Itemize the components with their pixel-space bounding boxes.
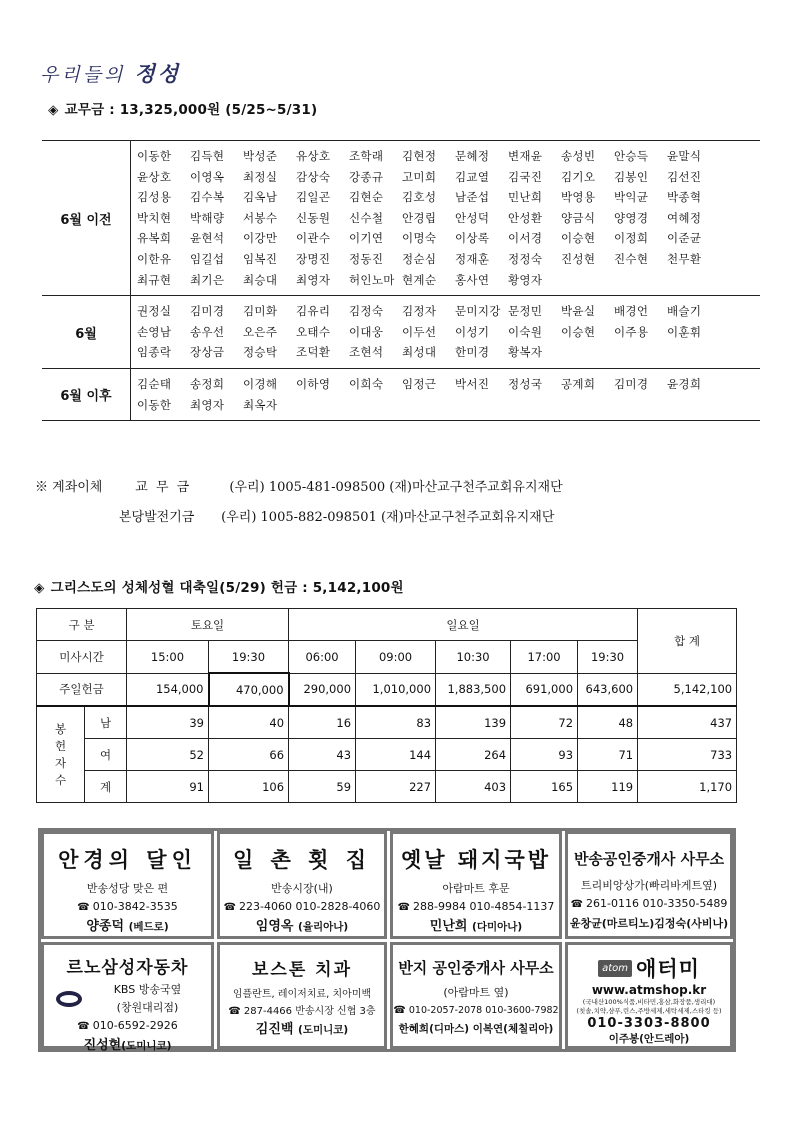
donor-name: 김선진 [667,169,702,184]
donor-name: 이서경 [508,231,543,246]
donor-name: 최승대 [243,272,278,287]
donor-name: 김정숙 [349,304,384,319]
donor-name: 이상록 [455,231,490,246]
account-row-fee: ※ 계좌이체 교 무 금 (우리) 1005-481-098500 (재)마산교구천주교회유지재단 [35,480,563,495]
header-count [37,706,85,803]
diamond-icon: ◈ [34,580,45,596]
ad-renault-samsung: 르노삼성자동차 KBS 방송국옆 (창원대리점) ☎ 010-6592-2926 진성현(도미니코) [41,942,214,1049]
mass-time: 17:00 [511,641,578,674]
mass-time: 15:00 [127,641,209,674]
donor-name: 윤현석 [190,231,225,246]
offering-table [36,608,737,803]
donor-name: 임복진 [243,251,278,266]
donor-name: 황복자 [508,345,543,360]
donor-name: 이준균 [667,231,702,246]
donor-name: 박서진 [455,376,490,391]
mass-time: 06:00 [289,641,356,674]
mass-time: 19:30 [209,641,289,674]
collection-heading: ◈ 그리스도의 성체성혈 대축일(5/29) 헌금 : 5,142,100원 [34,580,404,596]
donor-name: 공계희 [561,376,596,391]
donor-name: 권정실 [137,304,172,319]
donor-name: 손영남 [137,324,172,339]
count-cell: 40 [209,706,289,739]
donor-group-june [42,296,760,369]
donor-name: 남준섭 [455,190,490,205]
atomy-logo-icon: atom [598,960,632,977]
donor-names [137,146,760,290]
count-row-label: 남 [85,706,127,739]
donor-name: 신동원 [296,210,331,225]
donor-name: 김일곤 [296,190,331,205]
donor-name: 정승탁 [243,345,278,360]
donor-name: 신수철 [349,210,384,225]
donor-name: 장상금 [190,345,225,360]
count-cell: 227 [356,771,436,803]
donor-name: 박치현 [137,210,172,225]
donor-name: 황영자 [508,272,543,287]
page-title: 우리들의 정성 [40,61,182,86]
donor-name: 이영옥 [190,169,225,184]
donor-name: 배슬기 [667,304,702,319]
count-cell: 119 [578,771,638,803]
donor-name: 진성현 [561,251,596,266]
donor-name: 이동한 [137,397,172,412]
donor-name: 최정실 [243,169,278,184]
ad-optician: 안경의 달인 반송성당 맞은 편 ☎ 010-3842-3535 양종덕 (베드로) [41,831,214,939]
count-cell: 48 [578,706,638,739]
donor-name: 박성준 [243,149,278,163]
donor-names [137,374,760,415]
phone-icon: ☎ [397,902,411,913]
mass-time: 10:30 [436,641,511,674]
donor-name: 홍사연 [455,272,490,287]
amount-cell: 154,000 [127,673,209,706]
donor-name: 박익균 [614,190,649,205]
mass-time: 09:00 [356,641,436,674]
donor-name: 정순심 [402,251,437,266]
donor-name: 윤상호 [137,169,172,184]
donor-name: 박종혁 [667,190,702,205]
ad-sashimi-restaurant: 일 촌 횟 집 반송시장(내) ☎ 223-4060 010-2828-4060 임영옥 (율리아나) [217,831,387,939]
count-cell: 83 [356,706,436,739]
donor-name: 현계순 [402,272,437,287]
count-cell: 403 [436,771,511,803]
count-cell: 66 [209,739,289,771]
donor-name: 이동한 [137,149,172,163]
donor-name: 김순태 [137,376,172,391]
count-cell: 59 [289,771,356,803]
diamond-icon: ◈ [48,102,59,118]
donor-name: 이기연 [349,231,384,246]
donor-name: 윤경희 [667,376,702,391]
mass-time: 19:30 [578,641,638,674]
header-amount: 주일헌금 [37,673,127,706]
amount-cell: 643,600 [578,673,638,706]
donor-name: 강종규 [349,169,384,184]
donor-name: 이승현 [561,231,596,246]
donor-name: 양영경 [614,210,649,225]
count-cell: 52 [127,739,209,771]
donor-name: 박해량 [190,210,225,225]
donor-name: 정성국 [508,376,543,391]
donor-name: 김미경 [190,304,225,319]
donor-name: 임정근 [402,376,437,391]
donor-name: 정정숙 [508,251,543,266]
count-cell: 72 [511,706,578,739]
donor-name: 양금식 [561,210,596,225]
count-total: 437 [638,706,737,739]
amount-cell: 691,000 [511,673,578,706]
donor-name: 송성빈 [561,149,596,163]
donor-name: 정동진 [349,251,384,266]
count-cell: 16 [289,706,356,739]
donor-name: 정재훈 [455,251,490,266]
donor-name: 이숙원 [508,324,543,339]
count-cell: 165 [511,771,578,803]
amount-cell: 1,883,500 [436,673,511,706]
donor-name: 고미희 [402,169,437,184]
donor-name: 김교열 [455,169,490,184]
donor-name: 이경해 [243,376,278,391]
donor-name: 여혜정 [667,210,702,225]
donor-name: 윤말식 [667,149,702,163]
donor-name: 송우선 [190,324,225,339]
header-count-text: 봉 헌 자 수 [54,721,67,787]
donor-name: 김옥남 [243,190,278,205]
donor-name: 감상숙 [296,169,331,184]
donor-group-after-june [42,368,760,420]
donor-name: 문정민 [508,304,543,319]
ad-bansong-realtor: 반송공인중개사 사무소 트리비앙상가(빠리바게트옆) ☎ 261-0116 010-3350-5489 윤창균(마르티노)김정숙(사비나) [565,831,733,939]
header-saturday: 토요일 [127,609,289,641]
header-mass-time: 미사시간 [37,641,127,674]
amount-cell: 1,010,000 [356,673,436,706]
count-cell: 91 [127,771,209,803]
donor-name: 김유리 [296,304,331,319]
account-row-dev-fund: 본당발전기금 (우리) 1005-882-098501 (재)마산교구천주교회유지재단 [119,510,555,525]
period-label: 6월 [42,296,131,369]
donor-name: 민난희 [508,190,543,205]
donor-name: 최기은 [190,272,225,287]
period-label: 6월 이후 [42,368,131,420]
donor-name: 이정희 [614,231,649,246]
donor-name: 한미경 [455,345,490,360]
header-total: 합 계 [638,609,737,674]
school-fee-heading: ◈ 교무금 : 13,325,000원 (5/25~5/31) [48,102,318,118]
phone-icon: ☎ [77,902,90,913]
donor-name: 임종락 [137,345,172,360]
donor-name: 이승현 [561,324,596,339]
donor-name: 오태수 [296,324,331,339]
donor-name: 이명숙 [402,231,437,246]
donor-name: 이대웅 [349,324,384,339]
donor-name: 안경립 [402,210,437,225]
donor-name: 최옥자 [243,397,278,412]
donor-name: 김미경 [614,376,649,391]
donor-name: 유복희 [137,231,172,246]
donor-name: 이관수 [296,231,331,246]
phone-icon: ☎ [223,902,237,913]
donor-name: 김정자 [402,304,437,319]
donor-name: 이주용 [614,324,649,339]
count-cell: 43 [289,739,356,771]
donor-name: 안승득 [614,149,649,163]
donor-name: 최성대 [402,345,437,360]
donor-name: 최영자 [190,397,225,412]
kbs-logo-icon [56,991,82,1007]
phone-icon: ☎ [570,899,584,910]
phone-icon: ☎ [77,1021,90,1032]
donor-name: 이희숙 [349,376,384,391]
donor-name: 이성기 [455,324,490,339]
amount-total: 5,142,100 [638,673,737,706]
donor-name: 변재윤 [508,149,543,163]
count-cell: 264 [436,739,511,771]
donor-name: 허인노마 [349,272,395,287]
donor-name: 서봉수 [243,210,278,225]
donor-name: 배경언 [614,304,649,319]
donor-name: 진수현 [614,251,649,266]
donor-name: 오은주 [243,324,278,339]
amount-cell: 290,000 [289,673,356,706]
donor-group-before-june [42,141,760,296]
count-row-label: 계 [85,771,127,803]
donor-name: 김국진 [508,169,543,184]
donor-names [137,301,760,363]
phone-icon: ☎ [228,1006,241,1017]
donor-name: 박영용 [561,190,596,205]
count-cell: 106 [209,771,289,803]
header-sunday: 일요일 [289,609,638,641]
donor-name: 최규현 [137,272,172,287]
count-cell: 93 [511,739,578,771]
donor-name: 천무환 [667,251,702,266]
donor-name: 김성용 [137,190,172,205]
period-label: 6월 이전 [42,141,131,296]
ad-banji-realtor: 반지 공인중개사 사무소 (아람마트 옆) ☎ 010-2057-2078 010-3600-7982 한혜희(디마스) 이복연(체칠리아) [390,942,562,1049]
donor-name: 김수복 [190,190,225,205]
donor-name: 이두선 [402,324,437,339]
donor-name: 안성덕 [455,210,490,225]
amount-cell: 470,000 [209,673,289,706]
donor-name: 김미화 [243,304,278,319]
count-cell: 139 [436,706,511,739]
donor-name: 김현정 [402,149,437,163]
phone-icon: ☎ [393,1005,406,1016]
ads-panel [38,828,736,1052]
count-row-label: 여 [85,739,127,771]
donor-name: 이하영 [296,376,331,391]
ad-boston-dental: 보스톤 치과 임플란트, 레이저치료, 치아미백 ☎ 287-4466 반송시장 신협 3층 김진백 (도미니코) [217,942,387,1049]
ad-pork-soup: 옛날 돼지국밥 아람마트 후문 ☎ 288-9984 010-4854-1137 민난희 (다미아나) [390,831,562,939]
header-category: 구 분 [37,609,127,641]
donor-name: 박윤실 [561,304,596,319]
donor-name: 문혜정 [455,149,490,163]
donor-name: 조학래 [349,149,384,163]
donor-name: 이강만 [243,231,278,246]
donor-table [42,140,760,421]
donor-name: 장명진 [296,251,331,266]
donor-name: 조현석 [349,345,384,360]
count-cell: 39 [127,706,209,739]
count-cell: 71 [578,739,638,771]
donor-name: 김호성 [402,190,437,205]
donor-name: 김현순 [349,190,384,205]
count-total: 733 [638,739,737,771]
donor-name: 김득현 [190,149,225,163]
donor-name: 문미지강 [455,304,501,319]
donor-name: 김기오 [561,169,596,184]
donor-name: 안성환 [508,210,543,225]
donor-name: 이한유 [137,251,172,266]
donor-name: 김봉인 [614,169,649,184]
ad-atomy: atom 애터미 www.atmshop.kr (국내산100%식품,비타민,홍삼,화장품,생리대) (칫솔,치약,샴푸,린스,주방세제,세탁세제,스타킹 등) 010-3303-8800 이주봉(안드레아) [565,942,733,1049]
count-cell: 144 [356,739,436,771]
donor-name: 이훈휘 [667,324,702,339]
donor-name: 최영자 [296,272,331,287]
count-total: 1,170 [638,771,737,803]
donor-name: 송정희 [190,376,225,391]
donor-name: 유상호 [296,149,331,163]
donor-name: 조덕환 [296,345,331,360]
donor-name: 임길섭 [190,251,225,266]
